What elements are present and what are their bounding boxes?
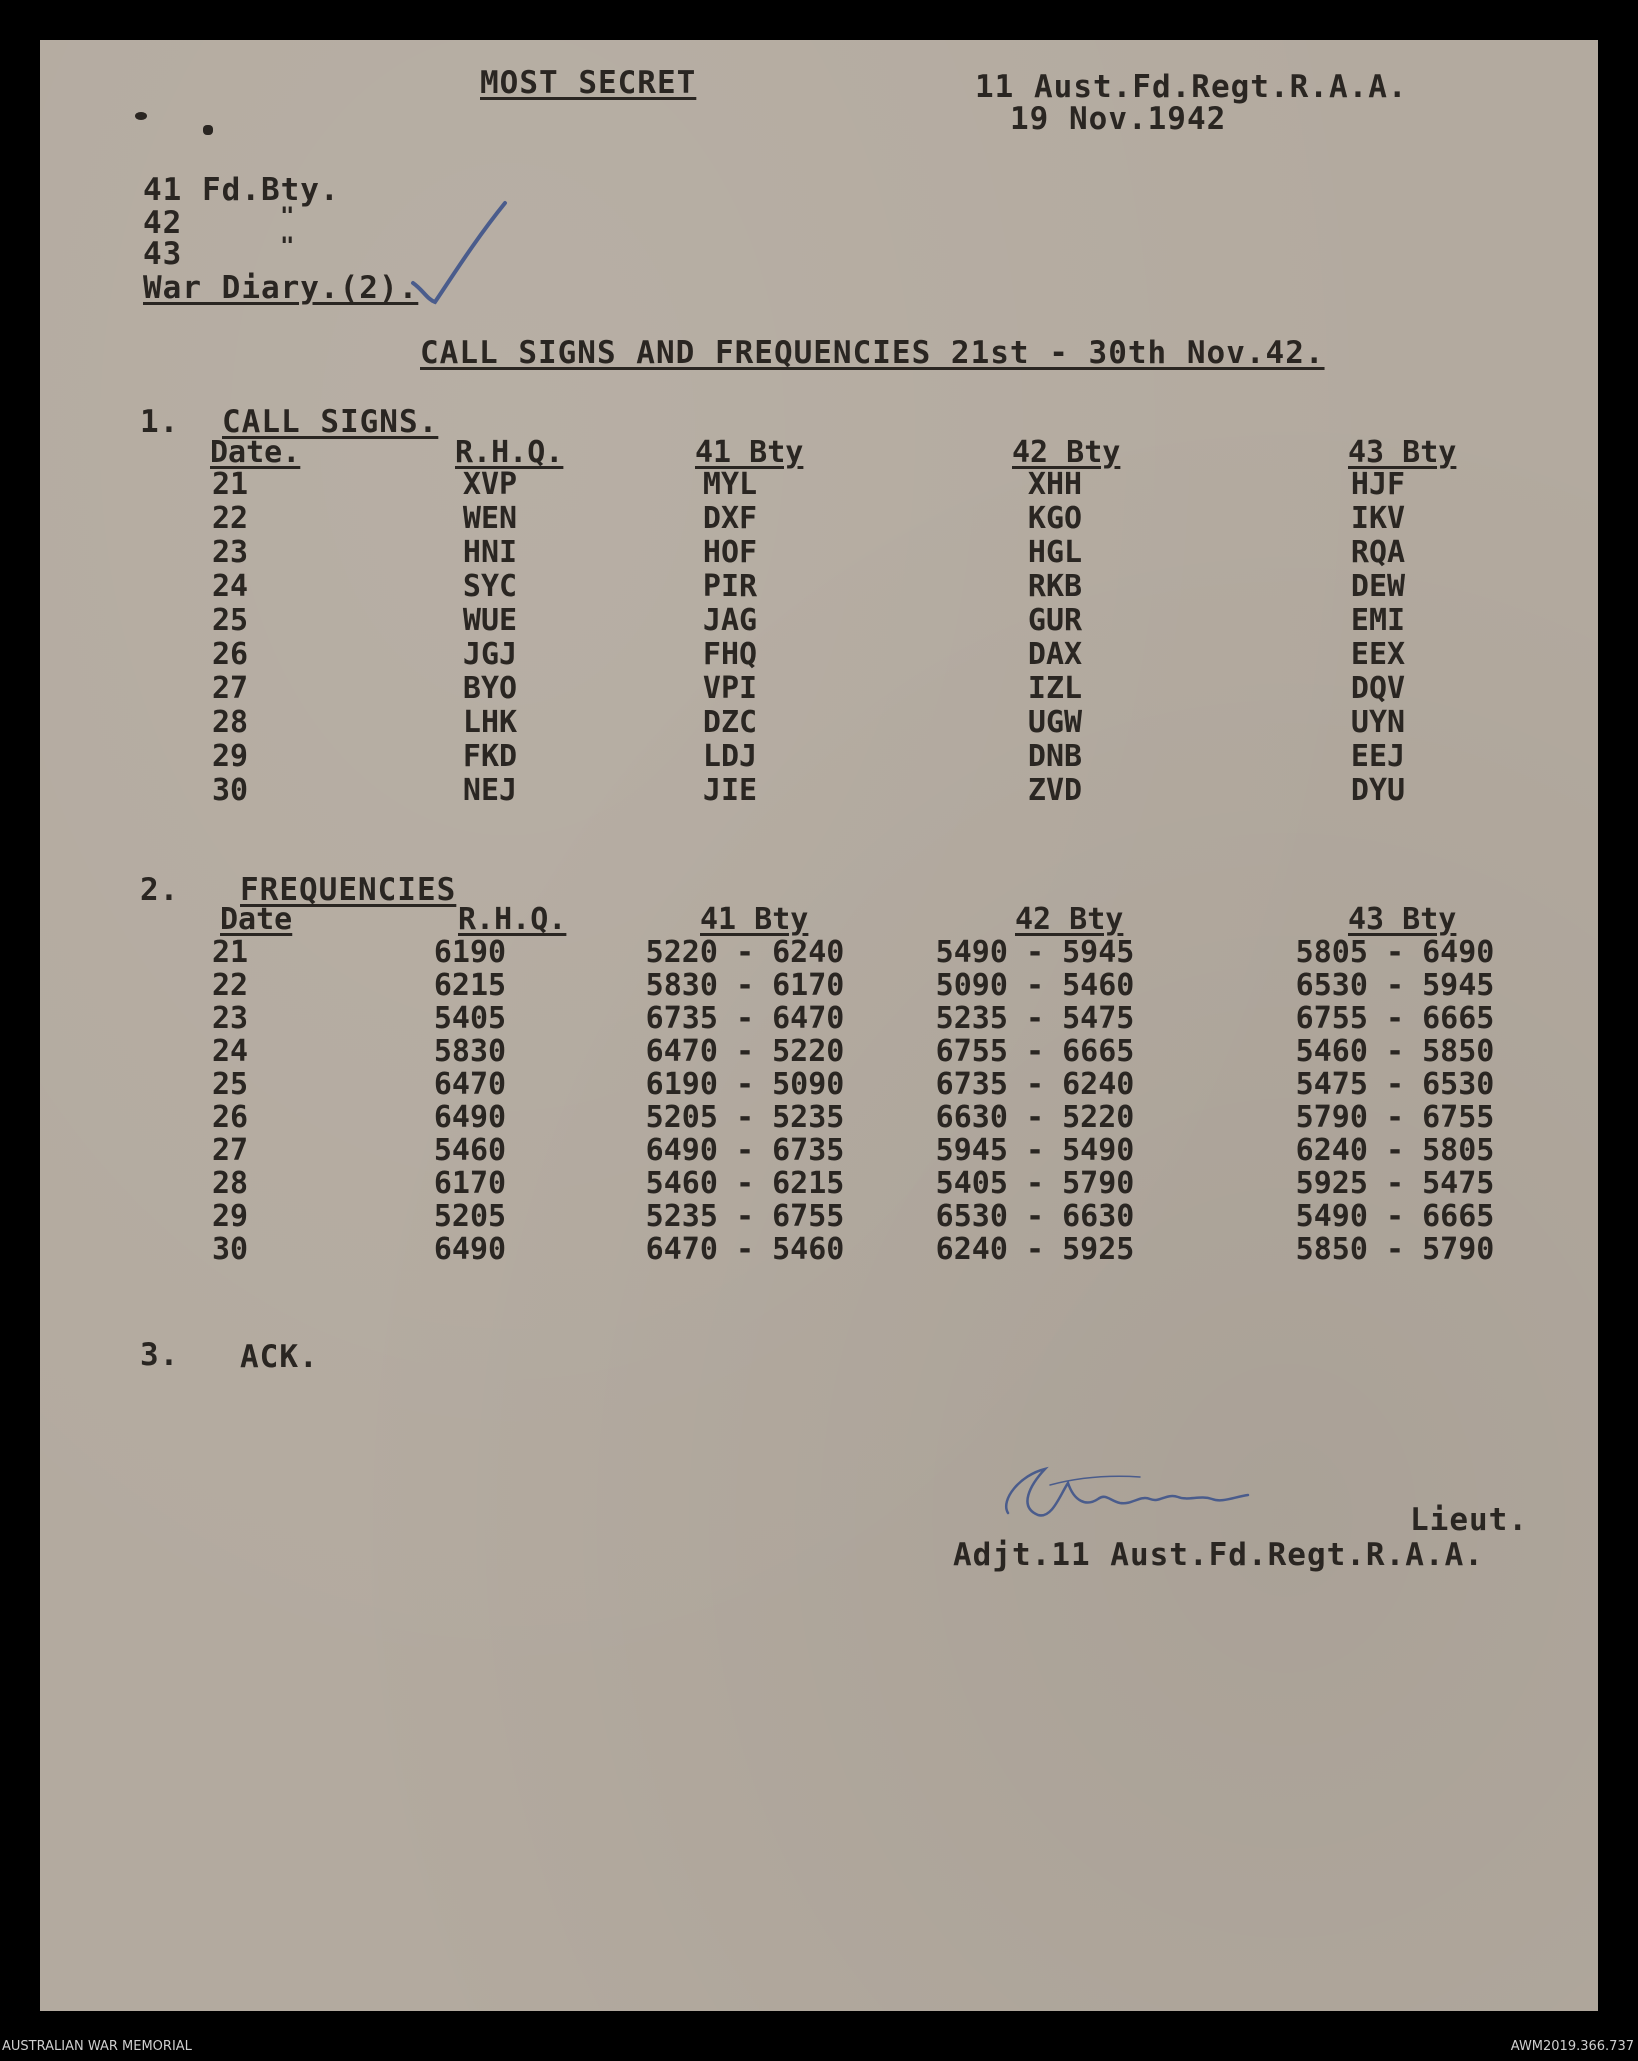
cell-41-bty: JAG — [702, 603, 758, 638]
cell-rhq: 5205 — [433, 1199, 507, 1234]
cell-41-bty: 5205 - 5235 — [645, 1100, 845, 1135]
cell-date: 30 — [211, 1232, 249, 1267]
cell-rhq: 6170 — [433, 1166, 507, 1201]
cell-rhq: 6470 — [433, 1067, 507, 1102]
column-header-42-bty: 42 Bty — [1015, 902, 1124, 937]
section-heading: CALL SIGNS. — [222, 404, 439, 440]
cell-42-bty: 5490 - 5945 — [935, 935, 1135, 970]
cell-41-bty: JIE — [702, 773, 758, 808]
cell-43-bty: 5805 - 6490 — [1295, 935, 1495, 970]
cell-rhq: 5830 — [433, 1034, 507, 1069]
cell-42-bty: 6755 - 6665 — [935, 1034, 1135, 1069]
cell-41-bty: DXF — [702, 501, 758, 536]
cell-43-bty: 5790 - 6755 — [1295, 1100, 1495, 1135]
column-header-41-bty: 41 Bty — [695, 435, 804, 470]
cell-41-bty: PIR — [702, 569, 758, 604]
cell-43-bty: RQA — [1350, 535, 1406, 570]
table-row — [0, 501, 1558, 538]
cell-rhq: 5460 — [433, 1133, 507, 1168]
cell-41-bty: 5220 - 6240 — [645, 935, 845, 970]
cell-43-bty: HJF — [1350, 467, 1406, 502]
section-number: 1. — [140, 404, 180, 440]
cell-42-bty: 5945 - 5490 — [935, 1133, 1135, 1168]
table-row — [0, 1199, 1558, 1236]
cell-42-bty: DNB — [1027, 739, 1083, 774]
table-row — [0, 1100, 1558, 1137]
cell-date: 29 — [211, 739, 249, 774]
cell-rhq: WUE — [462, 603, 518, 638]
footer-accession-number: AWM2019.366.737 — [1510, 2039, 1634, 2054]
cell-rhq: 5405 — [433, 1001, 507, 1036]
cell-42-bty: 5405 - 5790 — [935, 1166, 1135, 1201]
cell-rhq: XVP — [462, 467, 518, 502]
table-row — [0, 1067, 1558, 1104]
cell-42-bty: UGW — [1027, 705, 1083, 740]
cell-rhq: WEN — [462, 501, 518, 536]
cell-43-bty: EEX — [1350, 637, 1406, 672]
cell-date: 26 — [211, 1100, 249, 1135]
cell-date: 28 — [211, 1166, 249, 1201]
unit-name: 11 Aust.Fd.Regt.R.A.A. — [975, 69, 1408, 105]
ditto-mark: " — [280, 202, 296, 230]
cell-rhq: NEJ — [462, 773, 518, 808]
table-row — [0, 935, 1558, 972]
section-number: 2. — [140, 872, 180, 908]
cell-date: 27 — [211, 1133, 249, 1168]
cell-42-bty: KGO — [1027, 501, 1083, 536]
cell-42-bty: HGL — [1027, 535, 1083, 570]
cell-42-bty: 6735 - 6240 — [935, 1067, 1135, 1102]
cell-date: 23 — [211, 1001, 249, 1036]
cell-43-bty: 5460 - 5850 — [1295, 1034, 1495, 1069]
table-row — [0, 1133, 1558, 1170]
cell-43-bty: 5925 - 5475 — [1295, 1166, 1495, 1201]
classification-heading: MOST SECRET — [480, 65, 697, 101]
section-heading: FREQUENCIES — [240, 872, 457, 908]
cell-41-bty: 5460 - 6215 — [645, 1166, 845, 1201]
ditto-mark: " — [280, 232, 296, 260]
column-header-rhq: R.H.Q. — [458, 902, 567, 937]
section-number: 3. — [140, 1337, 180, 1373]
table-row — [0, 535, 1558, 572]
cell-41-bty: DZC — [702, 705, 758, 740]
column-header-date: Date — [220, 902, 293, 937]
cell-date: 22 — [211, 968, 249, 1003]
ack-text: ACK. — [240, 1339, 319, 1375]
cell-42-bty: 5090 - 5460 — [935, 968, 1135, 1003]
cell-42-bty: 6630 - 5220 — [935, 1100, 1135, 1135]
cell-43-bty: DQV — [1350, 671, 1406, 706]
cell-rhq: JGJ — [462, 637, 518, 672]
column-header-41-bty: 41 Bty — [700, 902, 809, 937]
cell-43-bty: 5850 - 5790 — [1295, 1232, 1495, 1267]
cell-rhq: BYO — [462, 671, 518, 706]
cell-rhq: LHK — [462, 705, 518, 740]
cell-43-bty: DYU — [1350, 773, 1406, 808]
signatory-rank: Lieut. — [1410, 1502, 1528, 1538]
distribution-war-diary: War Diary.(2). — [143, 270, 419, 306]
distribution-41: 41 Fd.Bty. — [143, 172, 340, 208]
cell-41-bty: HOF — [702, 535, 758, 570]
cell-rhq: HNI — [462, 535, 518, 570]
cell-42-bty: 6240 - 5925 — [935, 1232, 1135, 1267]
cell-43-bty: 6240 - 5805 — [1295, 1133, 1495, 1168]
cell-date: 27 — [211, 671, 249, 706]
cell-43-bty: 5475 - 6530 — [1295, 1067, 1495, 1102]
cell-42-bty: XHH — [1027, 467, 1083, 502]
table-row — [0, 773, 1558, 810]
cell-41-bty: VPI — [702, 671, 758, 706]
cell-date: 28 — [211, 705, 249, 740]
cell-date: 24 — [211, 569, 249, 604]
cell-43-bty: EMI — [1350, 603, 1406, 638]
cell-42-bty: RKB — [1027, 569, 1083, 604]
column-header-date: Date. — [210, 435, 301, 470]
cell-41-bty: MYL — [702, 467, 758, 502]
cell-date: 24 — [211, 1034, 249, 1069]
cell-41-bty: 5235 - 6755 — [645, 1199, 845, 1234]
cell-43-bty: 6530 - 5945 — [1295, 968, 1495, 1003]
table-row — [0, 968, 1558, 1005]
distribution-43: 43 — [143, 236, 183, 272]
cell-date: 25 — [211, 603, 249, 638]
cell-41-bty: FHQ — [702, 637, 758, 672]
cell-date: 30 — [211, 773, 249, 808]
table-row — [0, 603, 1558, 640]
table-row — [0, 671, 1558, 708]
cell-rhq: 6215 — [433, 968, 507, 1003]
footer-institution: AUSTRALIAN WAR MEMORIAL — [2, 2039, 192, 2054]
ink-mark — [203, 125, 213, 135]
cell-rhq: FKD — [462, 739, 518, 774]
cell-date: 26 — [211, 637, 249, 672]
cell-41-bty: 5830 - 6170 — [645, 968, 845, 1003]
table-row — [0, 739, 1558, 776]
cell-42-bty: ZVD — [1027, 773, 1083, 808]
cell-43-bty: DEW — [1350, 569, 1406, 604]
check-mark-icon — [405, 195, 525, 315]
table-row — [0, 467, 1558, 504]
cell-date: 25 — [211, 1067, 249, 1102]
table-row — [0, 1034, 1558, 1071]
cell-42-bty: 6530 - 6630 — [935, 1199, 1135, 1234]
column-header-42-bty: 42 Bty — [1012, 435, 1121, 470]
cell-date: 21 — [211, 935, 249, 970]
table-row — [0, 1232, 1558, 1269]
distribution-42: 42 — [143, 205, 183, 241]
cell-rhq: 6490 — [433, 1100, 507, 1135]
cell-43-bty: EEJ — [1350, 739, 1406, 774]
cell-rhq: 6490 — [433, 1232, 507, 1267]
cell-42-bty: 5235 - 5475 — [935, 1001, 1135, 1036]
document-date: 19 Nov.1942 — [1010, 101, 1227, 137]
table-row — [0, 637, 1558, 674]
cell-43-bty: UYN — [1350, 705, 1406, 740]
cell-43-bty: 6755 - 6665 — [1295, 1001, 1495, 1036]
table-row — [0, 1001, 1558, 1038]
handwritten-signature — [990, 1455, 1260, 1535]
cell-41-bty: 6470 - 5460 — [645, 1232, 845, 1267]
cell-date: 22 — [211, 501, 249, 536]
cell-42-bty: GUR — [1027, 603, 1083, 638]
signatory-title: Adjt.11 Aust.Fd.Regt.R.A.A. — [953, 1537, 1484, 1573]
cell-rhq: 6190 — [433, 935, 507, 970]
page-title: CALL SIGNS AND FREQUENCIES 21st - 30th Nov.42. — [420, 335, 1325, 371]
table-row — [0, 1166, 1558, 1203]
cell-date: 29 — [211, 1199, 249, 1234]
cell-43-bty: IKV — [1350, 501, 1406, 536]
cell-42-bty: IZL — [1027, 671, 1083, 706]
cell-41-bty: 6190 - 5090 — [645, 1067, 845, 1102]
cell-41-bty: 6470 - 5220 — [645, 1034, 845, 1069]
table-header — [0, 902, 1558, 939]
ink-mark — [135, 112, 147, 120]
cell-41-bty: LDJ — [702, 739, 758, 774]
cell-41-bty: 6735 - 6470 — [645, 1001, 845, 1036]
cell-date: 21 — [211, 467, 249, 502]
table-row — [0, 569, 1558, 606]
column-header-43-bty: 43 Bty — [1348, 902, 1457, 937]
cell-41-bty: 6490 - 6735 — [645, 1133, 845, 1168]
column-header-rhq: R.H.Q. — [455, 435, 564, 470]
cell-rhq: SYC — [462, 569, 518, 604]
column-header-43-bty: 43 Bty — [1348, 435, 1457, 470]
table-row — [0, 705, 1558, 742]
cell-43-bty: 5490 - 6665 — [1295, 1199, 1495, 1234]
cell-42-bty: DAX — [1027, 637, 1083, 672]
cell-date: 23 — [211, 535, 249, 570]
